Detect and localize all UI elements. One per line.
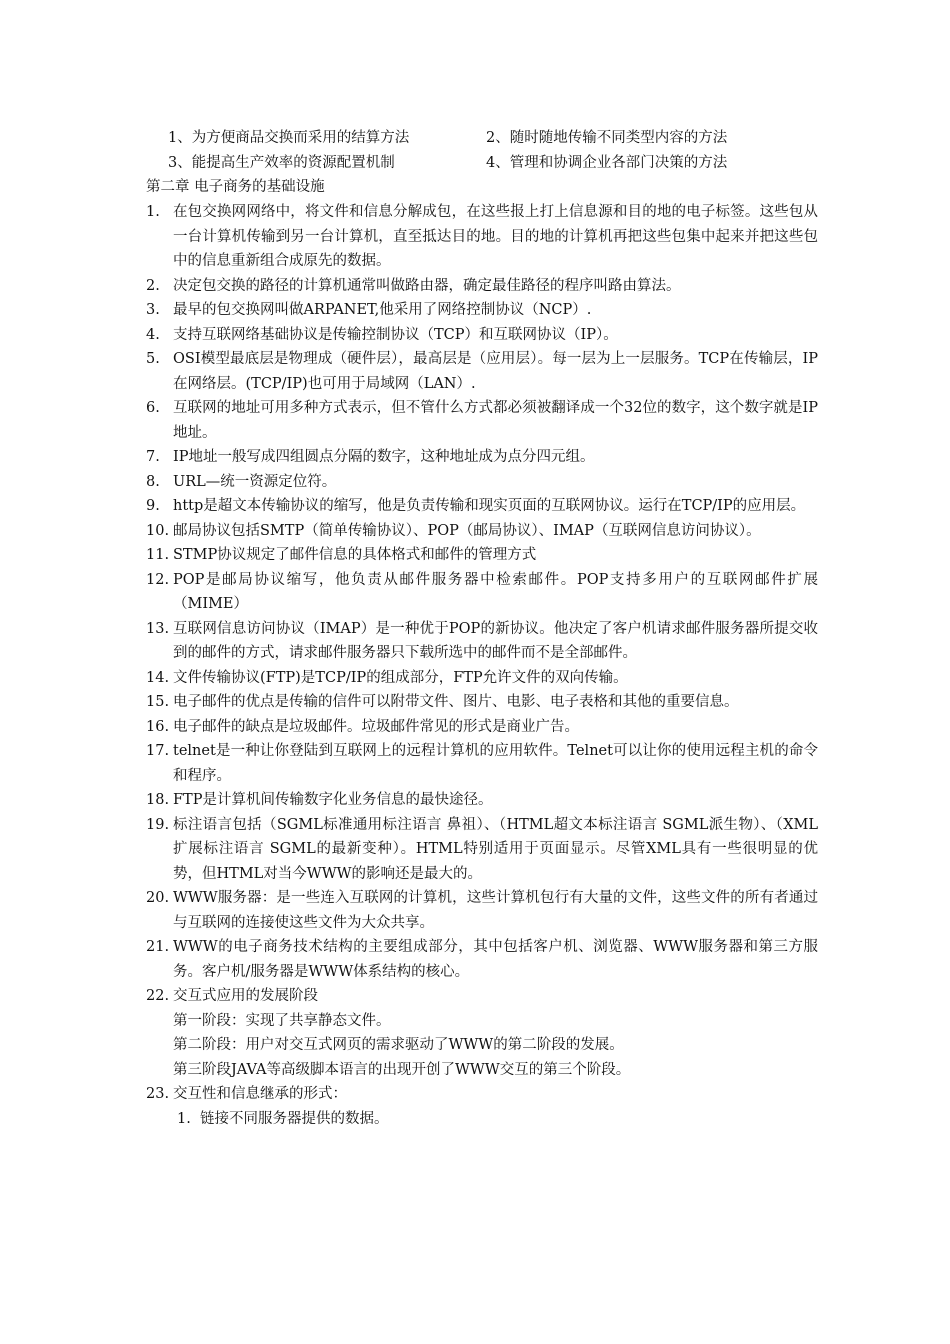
option-3: 3、能提高生产效率的资源配置机制 <box>168 154 395 171</box>
item-text: 互联网的地址可用多种方式表示，但不管什么方式都必须被翻译成一个32位的数字，这个数字就是IP地址。 <box>173 400 818 441</box>
item-number: 5. <box>146 351 160 367</box>
list-item <box>146 323 818 348</box>
stage-line: 第二阶段：用户对交互式网页的需求驱动了WWW的第二阶段的发展。 <box>173 1037 624 1053</box>
list-item <box>146 494 818 519</box>
item-number: 10. <box>146 522 170 539</box>
item-number: 18. <box>146 792 170 808</box>
item-number: 16. <box>146 718 170 735</box>
list-item <box>146 445 818 470</box>
item-text: WWW服务器：是一些连入互联网的计算机，这些计算机包行有大量的文件，这些文件的所有者通过与互联网的连接使这些文件为大众共享。 <box>173 890 818 931</box>
item-text: OSI模型最底层是物理成（硬件层），最高层是（应用层）。每一层为上一层服务。TCP在传输层，IP在网络层。(TCP/IP)也可用于局域网（LAN）. <box>173 351 818 392</box>
item-text: WWW的电子商务技术结构的主要组成部分，其中包括客户机、浏览器、WWW服务器和第三方服务。客户机/服务器是WWW体系结构的核心。 <box>173 939 818 980</box>
item-text: 交互性和信息继承的形式： <box>173 1086 347 1102</box>
item-number: 22. <box>146 988 170 1004</box>
list-item <box>146 984 818 1009</box>
item-text: 文件传输协议(FTP)是TCP/IP的组成部分，FTP允许文件的双向传输。 <box>173 669 628 686</box>
item-number: 14. <box>146 669 170 686</box>
item-number: 7. <box>146 449 160 465</box>
list-item <box>146 715 818 740</box>
item-text: 电子邮件的缺点是垃圾邮件。垃圾邮件常见的形式是商业广告。 <box>173 718 579 735</box>
item-text: 标注语言包括（SGML标准通用标注语言 鼻祖）、（HTML超文本标注语言 SGML派生物）、（XML 扩展标注语言 SGML的最新变种）。HTML特别适用于页面显示。尽管XML具有一些很明显的优势，但HTML对当今WWW的影响还是最大的。 <box>173 816 818 882</box>
list-item <box>146 470 818 495</box>
item-text: telnet是一种让你登陆到互联网上的远程计算机的应用软件。Telnet可以让你的使用远程主机的命令和程序。 <box>173 743 818 784</box>
item-text: STMP协议规定了邮件信息的具体格式和邮件的管理方式 <box>173 547 537 563</box>
item-text: 交互式应用的发展阶段 <box>173 988 318 1004</box>
option-4: 4、管理和协调企业各部门决策的方法 <box>486 154 728 171</box>
list-item <box>146 298 818 323</box>
list-item <box>146 813 818 887</box>
item-number: 20. <box>146 890 170 906</box>
item-number: 12. <box>146 571 170 588</box>
list-item <box>146 666 818 691</box>
list-item <box>146 274 818 299</box>
sub-item-text: 链接不同服务器提供的数据。 <box>200 1110 389 1127</box>
sub-list-item <box>146 1107 818 1132</box>
list-item <box>146 200 818 274</box>
item-number: 4. <box>146 326 160 343</box>
item-number: 21. <box>146 939 170 955</box>
item-text: 互联网信息访问协议（IMAP）是一种优于POP的新协议。他决定了客户机请求邮件服务器所提交收到的邮件的方式，请求邮件服务器只下载所选中的邮件而不是全部邮件。 <box>173 620 818 661</box>
option-row <box>168 151 808 176</box>
option-row <box>168 126 808 151</box>
item-number: 23. <box>146 1086 170 1102</box>
option-1: 1、为方便商品交换而采用的结算方法 <box>168 130 410 146</box>
list-item <box>146 347 818 396</box>
item-number: 3. <box>146 302 160 318</box>
item-number: 8. <box>146 473 160 490</box>
list-item <box>146 396 818 445</box>
item-number: 17. <box>146 743 170 759</box>
answer-options <box>168 126 808 175</box>
item-text: FTP是计算机间传输数字化业务信息的最快途径。 <box>173 792 493 808</box>
item-text: 邮局协议包括SMTP（简单传输协议）、POP（邮局协议）、IMAP（互联网信息访问协议）。 <box>173 522 761 539</box>
list-item <box>146 690 818 715</box>
sub-item-number: 1. <box>177 1110 191 1127</box>
list-item <box>146 1082 818 1107</box>
list-item <box>146 617 818 666</box>
item-text: IP地址一般写成四组圆点分隔的数字，这种地址成为点分四元组。 <box>173 449 595 465</box>
list-item <box>146 788 818 813</box>
item-number: 19. <box>146 816 170 833</box>
item-number: 9. <box>146 498 160 514</box>
list-item <box>146 886 818 935</box>
item-text: 支持互联网络基础协议是传输控制协议（TCP）和互联网协议（IP）。 <box>173 326 618 343</box>
item-text: 最早的包交换网叫做ARPANET,他采用了网络控制协议（NCP）. <box>173 302 592 318</box>
item-text: 在包交换网网络中，将文件和信息分解成包，在这些报上打上信息源和目的地的电子标签。这些包从一台计算机传输到另一台计算机，直至抵达目的地。目的地的计算机再把这些包集中起来并把这些包中的信息重新组合成原先的数据。 <box>173 204 818 269</box>
list-item <box>146 935 818 984</box>
list-item <box>146 543 818 568</box>
numbered-list <box>146 200 818 1131</box>
item-text: URL—统一资源定位符。 <box>173 473 337 490</box>
item-text: http是超文本传输协议的缩写，他是负责传输和现实页面的互联网协议。运行在TCP/IP的应用层。 <box>173 498 806 514</box>
item-number: 13. <box>146 620 170 637</box>
item-text: 电子邮件的优点是传输的信件可以附带文件、图片、电影、电子表格和其他的重要信息。 <box>173 694 739 710</box>
stage-line: 第一阶段：实现了共享静态文件。 <box>173 1012 391 1029</box>
list-item <box>146 519 818 544</box>
item-number: 1. <box>146 204 160 220</box>
list-item <box>146 739 818 788</box>
item-number: 11. <box>146 547 170 563</box>
item-number: 15. <box>146 694 170 710</box>
list-item <box>146 568 818 617</box>
item-text: 决定包交换的路径的计算机通常叫做路由器，确定最佳路径的程序叫路由算法。 <box>173 277 681 294</box>
option-2: 2、随时随地传输不同类型内容的方法 <box>486 130 728 146</box>
chapter-heading: 第二章 电子商务的基础设施 <box>146 179 325 195</box>
stage-line: 第三阶段JAVA等高级脚本语言的出现开创了WWW交互的第三个阶段。 <box>173 1061 631 1078</box>
item-number: 6. <box>146 400 160 416</box>
item-text: POP是邮局协议缩写，他负责从邮件服务器中检索邮件。POP支持多用户的互联网邮件扩展（MIME） <box>173 571 818 612</box>
item-number: 2. <box>146 277 160 294</box>
